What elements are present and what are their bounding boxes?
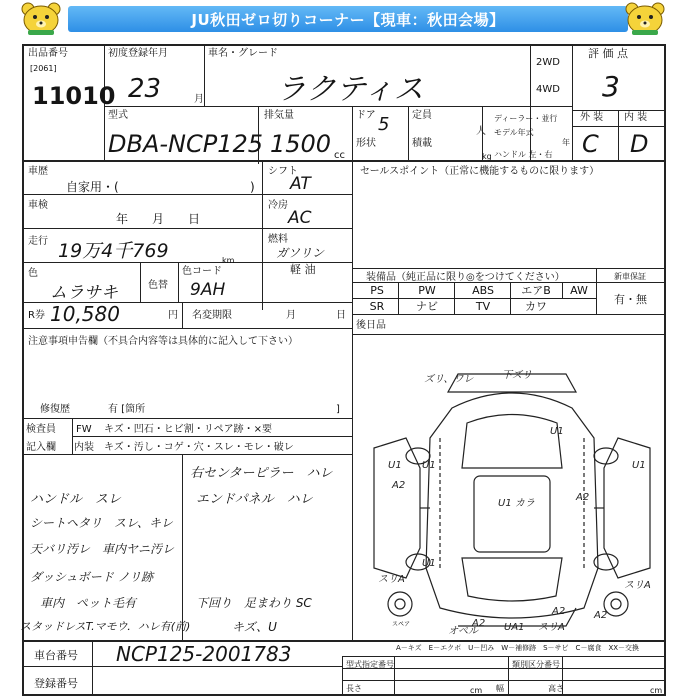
new-warranty-value: 有・無 <box>614 293 647 306</box>
score-label: 評 価 点 <box>588 47 628 60</box>
drive-4wd: 4WD <box>536 84 560 95</box>
new-warranty-label: 新車保証 <box>614 272 646 281</box>
page-title: JU秋田ゼロ切りコーナー【現車：秋田会場】 <box>68 6 628 32</box>
check-row1-head: FW <box>76 424 92 435</box>
check-row2-options: キズ・汚し・コゲ・穴・スレ・モレ・破レ <box>104 442 294 453</box>
km-unit: km <box>222 256 235 265</box>
load-label: 積載 <box>412 138 432 149</box>
shape-label: 形状 <box>356 138 376 149</box>
note-line: スタッドレスT.マモウ．ハレ有(前) <box>20 620 191 633</box>
note-line: シートヘタリ スレ、キレ <box>30 516 173 530</box>
color-code-value: 9AH <box>190 280 226 300</box>
later-items-label: 後日品 <box>356 320 386 331</box>
history-value: 自家用・( <box>66 180 119 194</box>
day-unit: 日 <box>336 310 346 321</box>
interior-label: 内 装 <box>624 112 648 123</box>
lot-number-value: 11010 <box>32 82 116 110</box>
note-line: 天バリ汚レ 車内ヤニ汚レ <box>30 542 175 556</box>
damage-mark: ズリ、ワレ <box>424 374 474 385</box>
door-label: ドア <box>356 110 376 121</box>
mileage-value: 19万4千769 <box>58 240 169 262</box>
color-code-label: 色コード <box>182 266 222 277</box>
damage-mark: スリA <box>538 622 565 633</box>
note-line: 右センターピラー ハレ <box>190 466 333 481</box>
history-label: 車歴 <box>28 166 48 177</box>
damage-mark: A2 <box>392 480 406 491</box>
recycle-label: R券 <box>28 310 45 321</box>
damage-mark: U1 カラ <box>498 498 535 509</box>
displacement-value: 1500 <box>270 130 332 158</box>
damage-mark: スリA <box>624 580 651 591</box>
equip-sr: SR <box>369 300 385 313</box>
dealer-label: ディーラー・並行 <box>494 114 558 123</box>
ac-value: AC <box>288 208 312 228</box>
spare-label: スペア <box>392 621 411 628</box>
category-number-label: 類別区分番号 <box>512 660 560 669</box>
note-line: 車内 ペット毛有 <box>40 596 137 610</box>
damage-legend: A－キズ E－エクボ U－凹み W－補修跡 S－サビ C－腐食 XX－交換 <box>396 644 640 652</box>
equipment-label: 装備品（純正品に限り◎をつけてください） <box>366 272 565 283</box>
repair-history-value: 有 [箇所 <box>108 404 146 415</box>
shift-label: シフト <box>268 166 298 177</box>
month-unit: 月 <box>194 94 204 105</box>
damage-mark: オペル <box>448 626 478 637</box>
fuel-diesel: 軽 油 <box>290 263 316 276</box>
damage-mark: A2 <box>594 610 608 621</box>
chassis-number-label: 車台番号 <box>34 649 78 662</box>
equip-abs: ABS <box>472 284 494 297</box>
length-label: 長さ <box>346 684 362 693</box>
damage-mark: スリA <box>378 574 405 585</box>
color-value: ムラサキ <box>50 283 118 303</box>
equip-navi: ナビ <box>416 300 438 313</box>
repair-history-close: ] <box>336 404 340 415</box>
exterior-grade: C <box>582 130 599 158</box>
check-row1-options: キズ・凹石・ヒビ割・リペア跡・×要 <box>104 424 272 435</box>
damage-mark: U1 <box>388 460 402 471</box>
width-label: 幅 <box>496 684 504 693</box>
door-value: 5 <box>378 114 390 135</box>
mascot-bear-icon <box>18 2 64 36</box>
model-value: DBA-NCP125 <box>108 130 264 158</box>
inspection-label: 車検 <box>28 200 48 211</box>
chassis-number-value: NCP125-2001783 <box>116 642 292 666</box>
score-value: 3 <box>602 70 620 103</box>
drive-2wd: 2WD <box>536 57 560 68</box>
inspector-label: 検査員 <box>26 424 56 435</box>
note-line: ハンドル スレ <box>30 492 122 507</box>
first-registration-label: 初度登録年月 <box>108 48 168 59</box>
damage-mark: U1 <box>422 460 436 471</box>
cm-unit: cm <box>650 686 663 695</box>
displacement-label: 排気量 <box>264 110 294 121</box>
cc-unit: cc <box>334 150 345 161</box>
color-label: 色 <box>28 268 38 279</box>
height-label: 高さ <box>548 684 564 693</box>
note-line: エンドパネル ハレ <box>196 492 313 507</box>
damage-mark: U1 <box>550 426 564 437</box>
lot-sub-code: [2061] <box>30 64 57 73</box>
shift-value: AT <box>290 174 311 194</box>
equip-aw: AW <box>570 284 588 297</box>
fuel-label: 燃料 <box>268 234 288 245</box>
lot-number-label: 出品番号 <box>28 48 68 59</box>
check-row2-head: 内装 <box>74 442 94 453</box>
damage-mark: A2 <box>472 618 486 629</box>
mileage-label: 走行 <box>28 236 48 247</box>
person-unit: 人 <box>476 126 486 137</box>
fill-in-label: 記入欄 <box>26 442 56 453</box>
first-registration-year: 23 <box>128 74 162 104</box>
damage-mark: UA1 <box>504 622 525 633</box>
capacity-label: 定員 <box>412 110 432 121</box>
kg-unit: kg <box>482 152 492 161</box>
equip-ps: PS <box>370 284 384 297</box>
equip-leather: カワ <box>525 300 547 313</box>
note-line: 下回り 足まわり SC <box>196 596 312 610</box>
registration-number-label: 登録番号 <box>34 677 78 690</box>
car-name-label: 車名・グレード <box>208 48 278 59</box>
year-unit: 年 <box>562 138 570 147</box>
damage-mark: A2 <box>576 492 590 503</box>
history-close: ) <box>250 180 255 194</box>
interior-grade: D <box>630 130 649 158</box>
caution-label: 注意事項申告欄（不具合内容等は具体的に記入して下さい） <box>28 336 298 347</box>
repair-history-label: 修復歴 <box>40 404 70 415</box>
fuel-gasoline: ガソリン <box>276 246 325 260</box>
damage-mark: U1 <box>422 558 436 569</box>
model-year-label: モデル年式 <box>494 128 534 137</box>
handle-label: ハンドル 左・右 <box>494 150 553 159</box>
equip-pw: PW <box>418 284 436 297</box>
equip-tv: TV <box>475 300 491 313</box>
color-change-label: 色替 <box>148 280 168 291</box>
damage-mark: A2 <box>552 606 566 617</box>
designation-number-label: 型式指定番号 <box>346 660 394 669</box>
note-line: キズ、U <box>232 620 277 634</box>
inspection-value: 年 月 日 <box>116 212 201 226</box>
month-unit: 月 <box>286 310 296 321</box>
ac-label: 冷房 <box>268 200 288 211</box>
name-change-label: 名変期限 <box>192 310 232 321</box>
equip-airbag: エアB <box>521 284 551 297</box>
recycle-value: 10,580 <box>50 302 120 326</box>
damage-mark: U1 <box>632 460 646 471</box>
exterior-label: 外 装 <box>580 112 604 123</box>
model-label: 型式 <box>108 110 128 121</box>
cm-unit: cm <box>470 686 483 695</box>
sales-point-label: セールスポイント（正常に機能するものに限ります） <box>360 166 600 177</box>
yen-unit: 円 <box>168 310 178 321</box>
car-name-value: ラクティス <box>276 72 424 107</box>
car-damage-diagram <box>362 368 662 638</box>
note-line: ダッシュボード ノリ跡 <box>30 570 154 584</box>
damage-mark: 下ズリ <box>502 370 532 381</box>
mascot-bear-icon <box>622 2 668 36</box>
